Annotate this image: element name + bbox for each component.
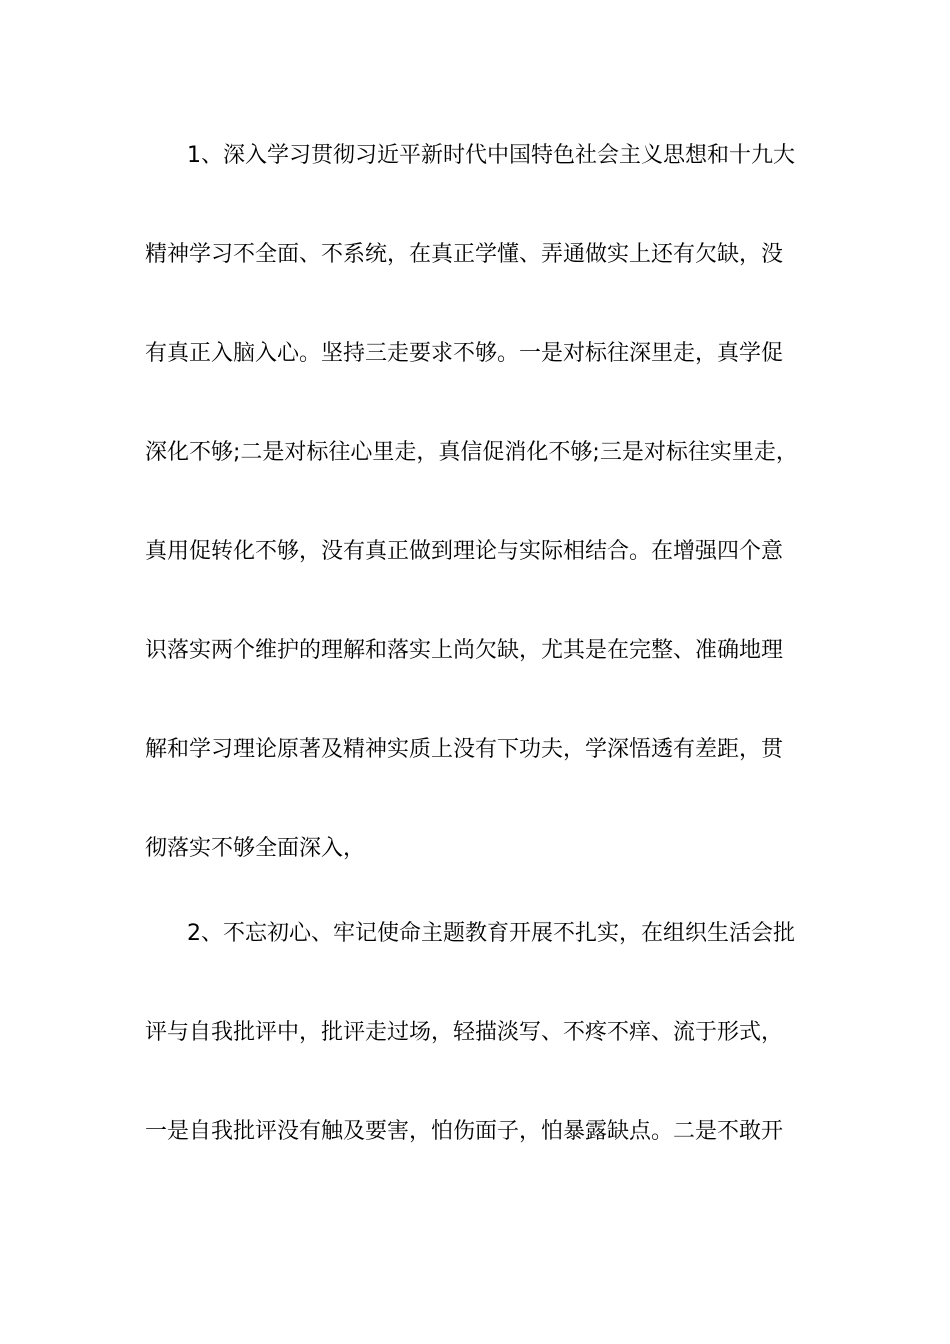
paragraph-2-line-1: 2、不忘初心、牢记使命主题教育开展不扎实，在组织生活会批 — [187, 921, 795, 946]
paragraph-2-line-2: 评与自我批评中，批评走过场，轻描淡写、不疼不痒、流于形式， — [145, 1020, 784, 1045]
paragraph-2-line-3: 一是自我批评没有触及要害，怕伤面子，怕暴露缺点。二是不敢开 — [145, 1119, 784, 1144]
paragraph-1-line-5: 真用促转化不够，没有真正做到理论与实际相结合。在增强四个意 — [145, 539, 784, 564]
paragraph-1-line-4: 深化不够;二是对标往心里走，真信促消化不够;三是对标往实里走， — [145, 440, 798, 465]
paragraph-1-line-3: 有真正入脑入心。坚持三走要求不够。一是对标往深里走，真学促 — [145, 341, 784, 366]
paragraph-1-line-7: 解和学习理论原著及精神实质上没有下功夫，学深悟透有差距，贯 — [145, 737, 784, 762]
paragraph-1-line-2: 精神学习不全面、不系统，在真正学懂、弄通做实上还有欠缺，没 — [145, 242, 784, 267]
paragraph-1-line-6: 识落实两个维护的理解和落实上尚欠缺，尤其是在完整、准确地理 — [145, 638, 784, 663]
paragraph-1-line-1: 1、深入学习贯彻习近平新时代中国特色社会主义思想和十九大 — [187, 143, 795, 168]
paragraph-1-line-8: 彻落实不够全面深入， — [145, 836, 366, 861]
